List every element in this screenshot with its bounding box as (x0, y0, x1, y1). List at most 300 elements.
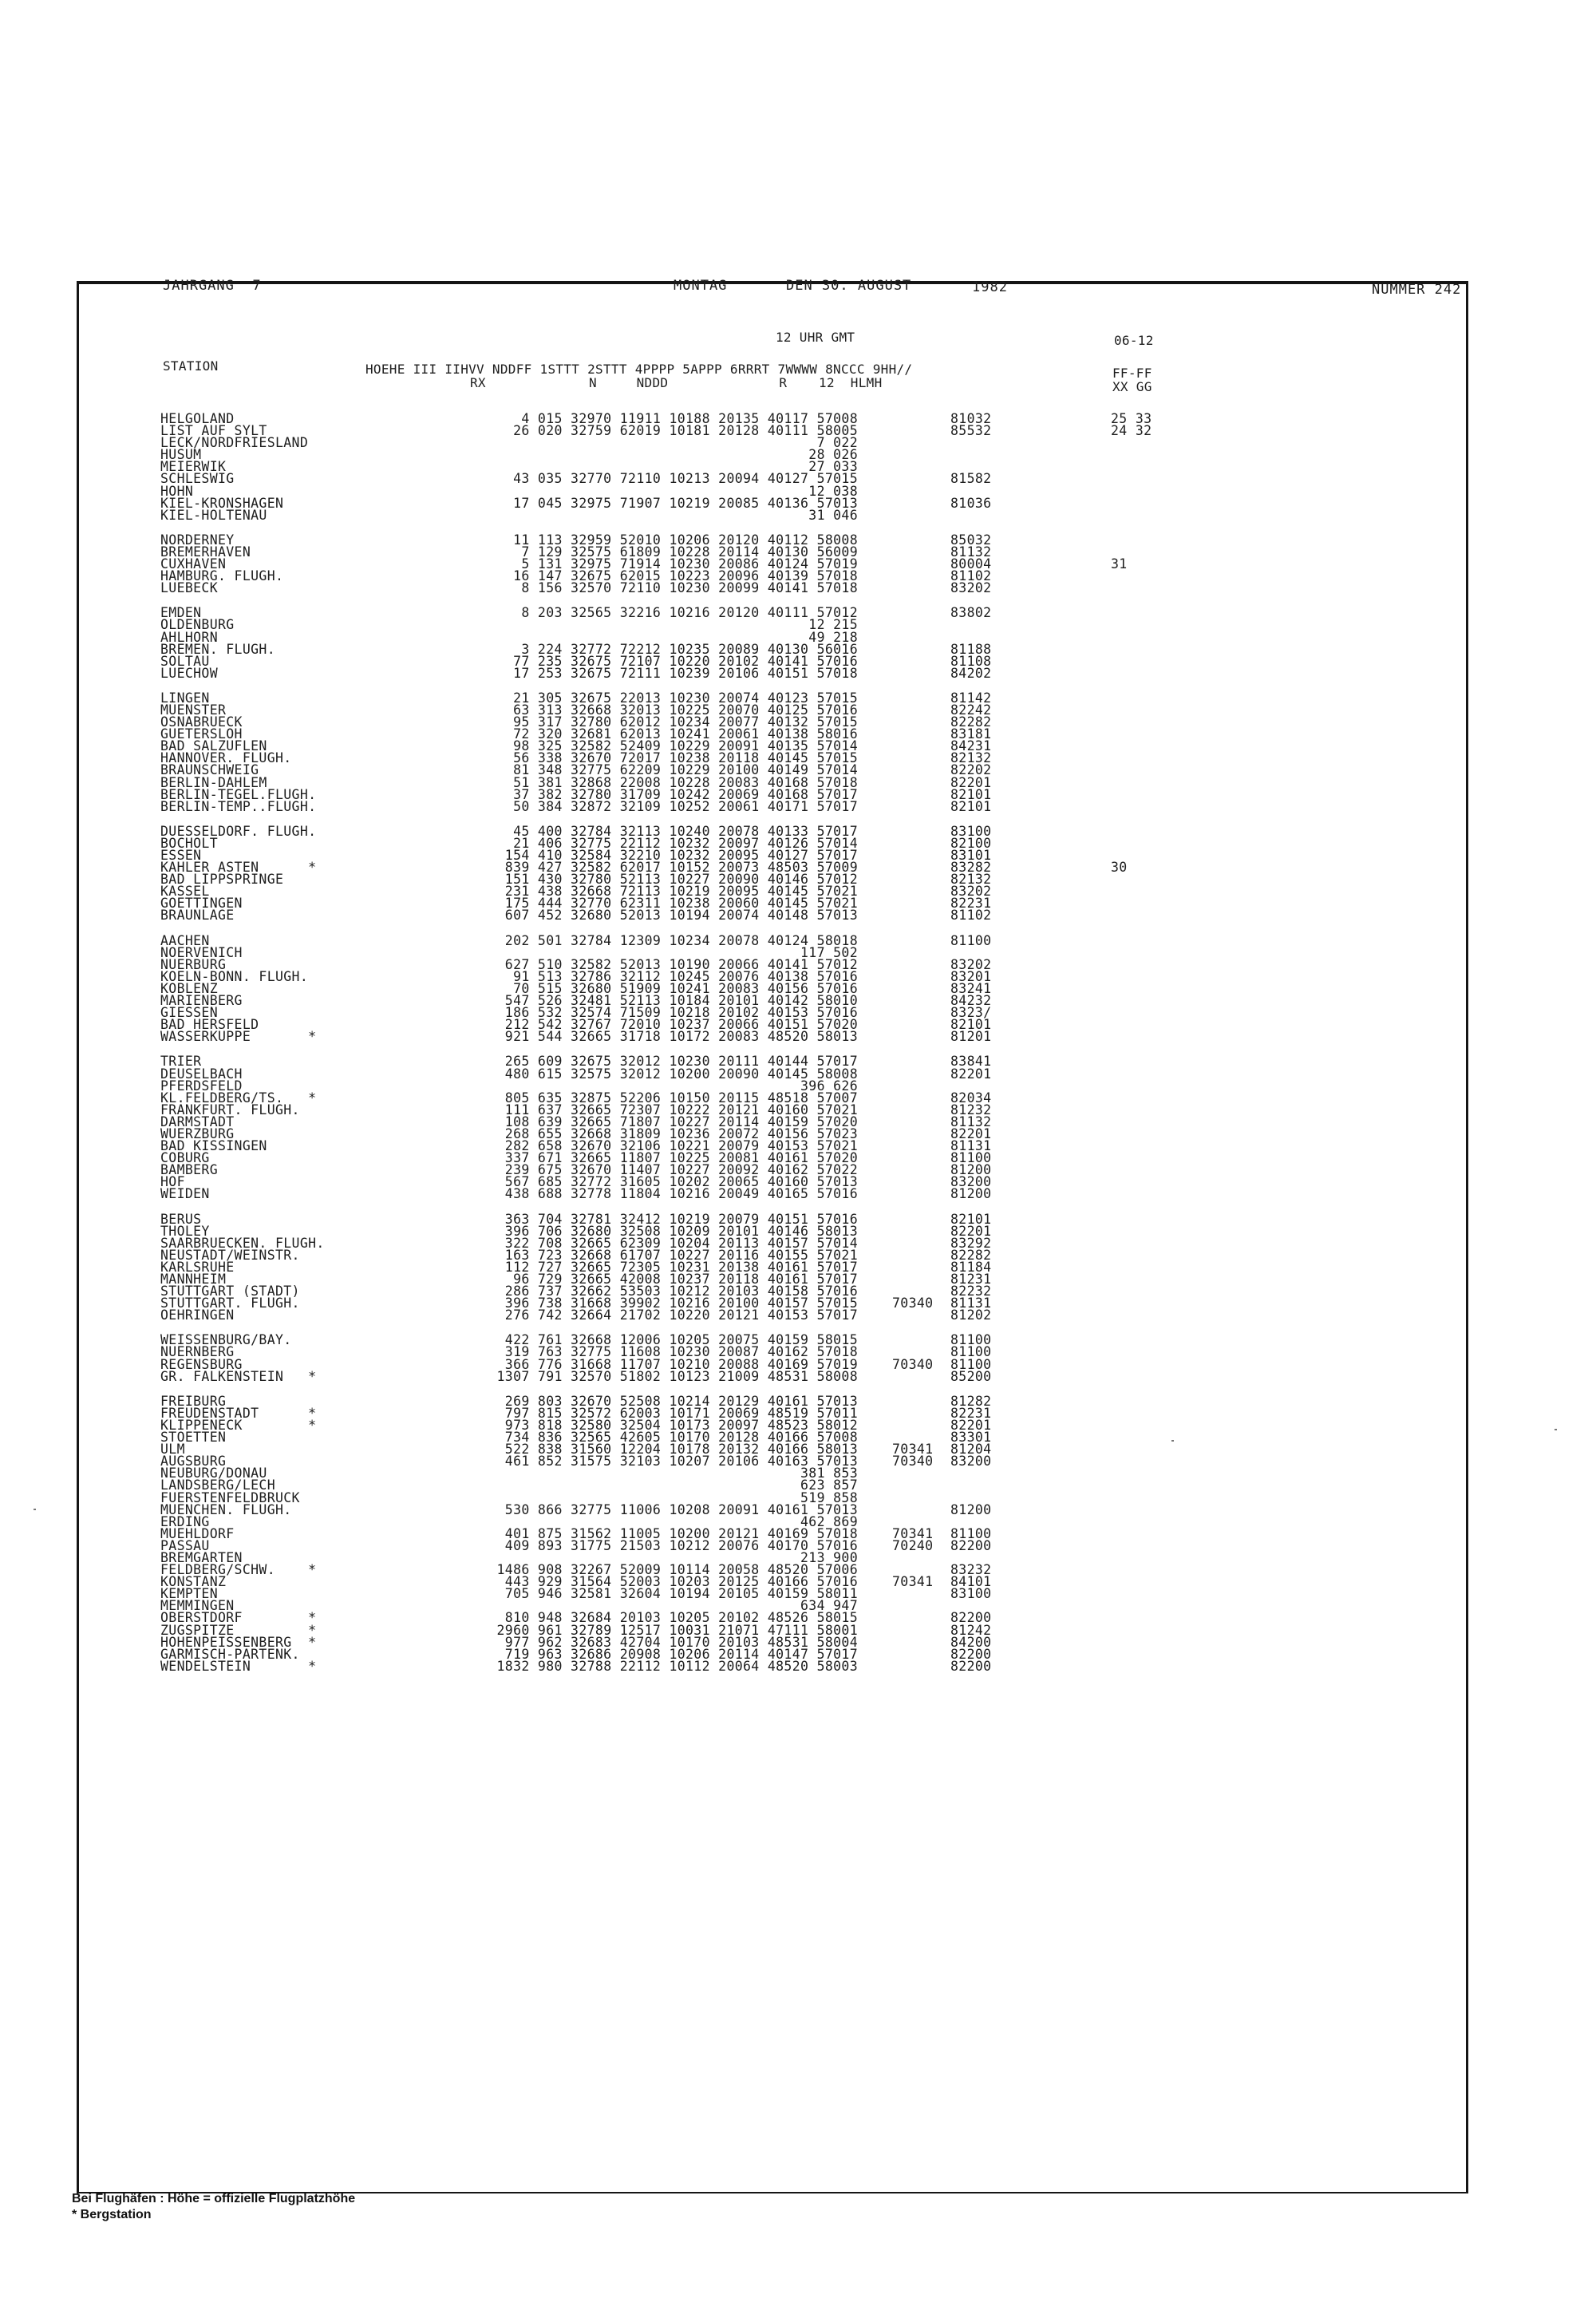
station-precip-group: 70341 (892, 1442, 934, 1458)
station-name: NORDERNEY (160, 532, 235, 548)
station-precip-group (892, 1068, 933, 1080)
station-name: COBURG (160, 1150, 210, 1166)
station-cloud-group: 83101 (950, 848, 992, 863)
station-precip-group (892, 995, 933, 1007)
station-wind-gusts (1111, 1309, 1152, 1321)
station-group-block (361, 692, 858, 813)
station-precip-group (892, 1007, 933, 1019)
station-name: SOLTAU (160, 653, 210, 669)
station-wind-gusts (1111, 1443, 1152, 1455)
station-wind-gusts (1111, 1455, 1152, 1467)
station-synop-values: 151 430 32780 52113 10227 20090 40146 57012 (504, 872, 858, 888)
station-wind-gusts (1111, 1237, 1152, 1249)
station-precip-group (892, 425, 933, 437)
station-precip-group (892, 861, 933, 873)
station-synop-values: 462 869 (800, 1513, 858, 1529)
station-wind-gusts (1111, 1213, 1152, 1225)
station-name: KOELN-BONN. FLUGH. (160, 968, 309, 984)
station-synop-values: 112 727 32665 72305 10231 20138 40161 57017 (504, 1259, 858, 1275)
station-cloud-group: 82200 (950, 1537, 992, 1553)
station-name: NOERVENICH (160, 944, 243, 960)
station-group-block (160, 692, 325, 813)
station-cloud-group: 83292 (950, 1235, 992, 1251)
station-name: HANNOVER. FLUGH. (160, 750, 292, 766)
station-precip-group (892, 849, 933, 861)
station-wind-gusts (1111, 1140, 1152, 1152)
station-wind-gusts (1111, 1297, 1152, 1309)
station-name: GUETERSLOH (160, 726, 243, 742)
station-synop-values: 96 729 32665 42008 10237 20118 40161 57017 (504, 1272, 858, 1287)
station-synop-values: 734 836 32565 42605 10170 20128 40166 57008 (504, 1430, 858, 1446)
station-cloud-group: 83202 (950, 580, 992, 596)
station-name: FELDBERG/SCHW. * (160, 1562, 317, 1578)
station-group-block (160, 825, 325, 922)
station-group-block (361, 825, 858, 922)
station-name: FREUDENSTADT * (160, 1405, 317, 1421)
station-wind-gusts (1111, 655, 1152, 667)
station-precip-group (892, 1055, 933, 1067)
station-cloud-group: 81202 (950, 1307, 992, 1323)
synop-data-column (361, 413, 858, 1685)
station-name: EMDEN (160, 605, 202, 621)
station-group-block (1111, 607, 1152, 679)
station-precip-group (892, 570, 933, 582)
station-name: LANDSBERG/LECH (160, 1477, 275, 1493)
station-cloud-group: 81131 (950, 1138, 992, 1154)
station-precip-group (892, 692, 933, 704)
station-wind-gusts (1111, 716, 1152, 728)
station-synop-values: 265 609 32675 32012 10230 20111 40144 57017 (504, 1054, 858, 1070)
station-wind-gusts (1111, 631, 1152, 643)
station-precip-group (892, 643, 933, 655)
station-cloud-group: 83282 (950, 860, 992, 876)
station-cloud-group: 85532 (950, 423, 992, 439)
station-cloud-group: 83181 (950, 726, 992, 742)
station-synop-values: 396 738 31668 39902 10216 20100 40157 57015 (504, 1295, 858, 1311)
station-cloud-group: 82101 (950, 1017, 992, 1033)
station-synop-values: 8 203 32565 32216 10216 20120 40111 57012 (504, 605, 858, 621)
station-wind-gusts (1111, 1516, 1152, 1528)
station-wind-gusts (1111, 607, 1152, 619)
station-cloud-group (950, 437, 991, 449)
station-synop-values: 567 685 32772 31605 10202 20065 40160 57013 (504, 1174, 858, 1190)
station-name: MUEHLDORF (160, 1525, 235, 1541)
station-name: FUERSTENFELDBRUCK (160, 1489, 300, 1505)
station-precip-group (892, 1092, 933, 1104)
observation-time: 12 UHR GMT (776, 330, 855, 345)
station-cloud-group: 82232 (950, 1284, 992, 1299)
station-group-block (361, 1055, 858, 1200)
station-name: BREMGARTEN (160, 1549, 243, 1565)
station-group-block (1111, 1055, 1152, 1200)
station-cloud-group: 84202 (950, 665, 992, 681)
station-name: TRIER (160, 1054, 202, 1070)
station-precip-group (892, 1249, 933, 1261)
station-wind-gusts (1111, 437, 1152, 449)
station-group-block (950, 1055, 991, 1200)
station-cloud-group: 81132 (950, 544, 992, 560)
cloud-group-column (950, 413, 991, 1685)
station-wind-gusts (1111, 619, 1152, 631)
station-synop-values: 286 737 32662 53503 10212 20103 40158 57016 (504, 1284, 858, 1299)
station-synop-values: 607 452 32680 52013 10194 20074 40148 57013 (504, 908, 858, 924)
station-precip-group (892, 1128, 933, 1140)
station-name: LUEBECK (160, 580, 218, 596)
station-name: PASSAU (160, 1537, 210, 1553)
code-columns-header: HOEHE III IIHVV NDDFF 1STTT 2STTT 4PPPP 5APPP 6RRRT 7WWWW 8NCCC 9HH// (365, 362, 913, 377)
station-synop-values: 50 384 32872 32109 10252 20061 40171 57017 (504, 798, 858, 814)
station-wind-gusts (1111, 1371, 1152, 1382)
station-synop-values: 17 045 32975 71907 10219 20085 40136 57013 (504, 495, 858, 511)
station-precip-group (892, 1309, 933, 1321)
station-name: BAD LIPPSPRINGE (160, 872, 284, 888)
station-synop-values: 26 020 32759 62019 10181 20128 40111 58005 (504, 423, 858, 439)
station-name: GARMISCH-PARTENK. (160, 1646, 300, 1662)
station-synop-values: 319 763 32775 11608 10230 20087 40162 57018 (504, 1344, 858, 1360)
station-name: LINGEN (160, 690, 210, 706)
station-precip-group (892, 655, 933, 667)
station-name: ZUGSPITZE * (160, 1622, 317, 1638)
station-cloud-group: 81100 (950, 1525, 992, 1541)
station-precip-group (892, 631, 933, 643)
station-cloud-group: 81131 (950, 1295, 992, 1311)
station-precip-group (892, 1164, 933, 1176)
station-synop-values: 27 033 (800, 459, 858, 475)
station-synop-values: 438 688 32778 11804 10216 20049 40165 57016 (504, 1186, 858, 1202)
station-synop-values: 28 026 (800, 447, 858, 463)
station-precip-group (892, 1636, 933, 1648)
station-synop-values: 154 410 32584 32210 10232 20095 40127 57017 (504, 848, 858, 863)
station-name: HELGOLAND (160, 411, 235, 426)
station-synop-values: 381 853 (800, 1466, 858, 1481)
station-wind-gusts: 31 (1111, 556, 1128, 572)
station-name: FREIBURG (160, 1393, 227, 1409)
station-cloud-group: 83200 (950, 1454, 992, 1470)
station-synop-values: 396 706 32680 32508 10209 20101 40146 58013 (504, 1223, 858, 1239)
station-wind-gusts (1111, 1080, 1152, 1092)
station-wind-gusts (1111, 1504, 1152, 1516)
station-cloud-group: 85200 (950, 1368, 992, 1384)
station-group-block (1111, 1334, 1152, 1382)
station-name: BAD SALZUFLEN (160, 738, 267, 754)
station-wind-gusts (1111, 1600, 1152, 1612)
station-cloud-group: 82201 (950, 1066, 992, 1082)
station-wind-gusts (1111, 959, 1152, 971)
station-name: STUTTGART. FLUGH. (160, 1295, 300, 1311)
station-synop-values: 3 224 32772 72212 10235 20089 40130 56016 (504, 641, 858, 657)
station-wind-gusts (1111, 1188, 1152, 1200)
station-synop-values: 522 838 31560 12204 10178 20132 40166 58013 (504, 1442, 858, 1458)
station-name: ULM (160, 1442, 185, 1458)
station-synop-values: 409 893 31775 21503 10212 20076 40170 57016 (504, 1537, 858, 1553)
station-cloud-group (950, 1467, 991, 1479)
station-group-block (892, 607, 933, 679)
time-range: 06-12 (1114, 333, 1154, 348)
station-precip-group (892, 935, 933, 947)
ff-column-subheader: XX GG (1112, 379, 1152, 394)
station-precip-group (892, 1019, 933, 1030)
station-wind-gusts (1111, 1285, 1152, 1297)
station-synop-values: 519 858 (800, 1489, 858, 1505)
station-name: KL.FELDBERG/TS. * (160, 1090, 317, 1106)
station-cloud-group: 83200 (950, 1174, 992, 1190)
station-group-block (892, 935, 933, 1043)
station-name: BREMERHAVEN (160, 544, 251, 560)
ff-column-header: FF-FF (1112, 366, 1152, 381)
station-synop-values: 175 444 32770 62311 10238 20060 40145 57021 (504, 896, 858, 912)
station-group-block (1111, 825, 1152, 922)
station-wind-gusts (1111, 728, 1152, 740)
station-wind-gusts (1111, 909, 1152, 921)
station-precip-group (892, 837, 933, 849)
station-name: LUECHOW (160, 665, 218, 681)
station-precip-group (892, 1116, 933, 1128)
station-cloud-group: 83100 (950, 1586, 992, 1602)
station-wind-gusts (1111, 1576, 1152, 1588)
station-wind-gusts (1111, 509, 1152, 521)
station-name: BOCHOLT (160, 835, 218, 851)
station-cloud-group: 82101 (950, 798, 992, 814)
station-group-block (892, 1334, 933, 1382)
station-cloud-group: 82132 (950, 750, 992, 766)
station-name: AUGSBURG (160, 1454, 227, 1470)
station-precip-group (892, 1237, 933, 1249)
station-wind-gusts (1111, 1636, 1152, 1648)
station-cloud-group: 82282 (950, 714, 992, 730)
station-name: MEIERWIK (160, 459, 227, 475)
station-precip-group (892, 764, 933, 776)
station-synop-values: 239 675 32670 11407 10227 20092 40162 57022 (504, 1162, 858, 1178)
station-precip-group (892, 582, 933, 594)
station-cloud-group: 83100 (950, 823, 992, 839)
station-synop-values: 268 655 32668 31809 10236 20072 40156 57023 (504, 1125, 858, 1141)
scan-speck (1555, 1429, 1557, 1430)
station-precip-group (892, 1407, 933, 1419)
station-cloud-group: 81102 (950, 908, 992, 924)
scan-speck (1171, 1440, 1174, 1442)
station-precip-group (892, 777, 933, 789)
station-wind-gusts (1111, 1479, 1152, 1491)
station-wind-gusts: 25 33 (1111, 411, 1152, 426)
mountain-station-footnote: * Bergstation (72, 2208, 152, 2221)
station-group-block (1111, 692, 1152, 813)
station-group-block (160, 932, 325, 1045)
station-precip-group (892, 728, 933, 740)
station-precip-group (892, 1213, 933, 1225)
station-wind-gusts (1111, 1395, 1152, 1407)
station-wind-gusts (1111, 1055, 1152, 1067)
station-name: HOHN (160, 483, 194, 499)
station-group-block (950, 1334, 991, 1382)
station-cloud-group: 82100 (950, 835, 992, 851)
station-synop-values: 1832 980 32788 22112 10112 20064 48520 58003 (496, 1658, 858, 1674)
station-name: WUERZBURG (160, 1125, 235, 1141)
station-precip-group (892, 485, 933, 497)
station-synop-values: 16 147 32675 62015 10223 20096 40139 57018 (504, 568, 858, 584)
station-cloud-group: 81200 (950, 1162, 992, 1178)
station-precip-group (892, 461, 933, 473)
station-wind-gusts (1111, 752, 1152, 764)
station-group-block (1111, 534, 1152, 594)
station-synop-values: 49 218 (800, 629, 858, 645)
station-precip-group (892, 1612, 933, 1624)
station-wind-gusts (1111, 1419, 1152, 1431)
station-synop-values: 5 131 32975 71914 10230 20086 40124 57019 (504, 556, 858, 572)
station-precip-group (892, 1479, 933, 1491)
station-wind-gusts (1111, 1104, 1152, 1116)
station-synop-values: 70 515 32680 51909 10241 20083 40156 57016 (504, 980, 858, 996)
station-precip-group (892, 667, 933, 679)
station-precip-group (892, 825, 933, 837)
station-cloud-group: 82231 (950, 1405, 992, 1421)
station-name: MUENSTER (160, 702, 227, 718)
station-synop-values: 443 929 31564 52003 10203 20125 40166 57016 (504, 1574, 858, 1590)
station-wind-gusts (1111, 582, 1152, 594)
station-synop-values: 8 156 32570 72110 10230 20099 40141 57018 (504, 580, 858, 596)
station-name: STUTTGART (STADT) (160, 1284, 300, 1299)
station-name: KIEL-HOLTENAU (160, 507, 267, 523)
station-cloud-group (950, 509, 991, 521)
station-group-block (361, 1213, 858, 1322)
station-synop-values: 108 639 32665 71807 10227 20114 40159 57020 (504, 1114, 858, 1129)
station-precip-group (892, 885, 933, 897)
station-name: KAHLER ASTEN * (160, 860, 317, 876)
station-cloud-group: 81200 (950, 1501, 992, 1517)
station-synop-values: 231 438 32668 72113 10219 20095 40145 57021 (504, 884, 858, 900)
station-group-block (160, 1395, 325, 1672)
station-name: FRANKFURT. FLUGH. (160, 1102, 300, 1117)
station-name: BAMBERG (160, 1162, 218, 1178)
year-label: 1982 (972, 279, 1008, 295)
station-group-block (950, 413, 991, 521)
station-cloud-group (950, 1479, 991, 1491)
station-wind-gusts (1111, 1540, 1152, 1552)
station-cloud-group: 82101 (950, 786, 992, 802)
station-name: WENDELSTEIN * (160, 1658, 317, 1674)
station-synop-values: 921 544 32665 31718 10172 20083 48520 58013 (504, 1029, 858, 1045)
station-synop-values: 202 501 32784 12309 10234 20078 40124 58018 (504, 932, 858, 948)
station-synop-values: 810 948 32684 20103 10205 20102 48526 58015 (504, 1610, 858, 1626)
station-synop-values: 839 427 32582 62017 10152 20073 48503 57009 (504, 860, 858, 876)
station-cloud-group: 83232 (950, 1562, 992, 1578)
station-synop-values: 276 742 32664 21702 10220 20121 40153 57017 (504, 1307, 858, 1323)
code-columns-subheader: RX N NDDD R 12 HLMH (470, 375, 883, 390)
station-synop-values: 31 046 (800, 507, 858, 523)
station-synop-values: 337 671 32665 11807 10225 20081 40161 57020 (504, 1150, 858, 1166)
station-precip-group (892, 971, 933, 983)
station-wind-gusts (1111, 897, 1152, 909)
station-name: NUERBURG (160, 956, 227, 972)
station-precip-group (892, 1624, 933, 1636)
station-synop-values: 719 963 32686 20908 10206 20114 40147 57017 (504, 1646, 858, 1662)
station-name: SAARBRUECKEN. FLUGH. (160, 1235, 325, 1251)
station-name: HOHENPEISSENBERG * (160, 1634, 317, 1650)
station-name: HOF (160, 1174, 185, 1190)
station-wind-gusts (1111, 461, 1152, 473)
station-precip-group: 70240 (892, 1537, 934, 1553)
station-synop-values: 91 513 32786 32112 10245 20076 40138 57016 (504, 968, 858, 984)
station-cloud-group: 8323/ (950, 1005, 992, 1021)
station-wind-gusts (1111, 885, 1152, 897)
station-precip-group (892, 1504, 933, 1516)
station-name: KLIPPENECK * (160, 1417, 317, 1433)
station-cloud-group: 82201 (950, 1417, 992, 1433)
station-synop-values: 37 382 32780 31709 10242 20069 40168 57017 (504, 786, 858, 802)
station-cloud-group: 82201 (950, 774, 992, 790)
station-precip-group (892, 740, 933, 752)
station-cloud-group: 81231 (950, 1272, 992, 1287)
station-group-block (160, 1213, 325, 1322)
station-synop-values: 269 803 32670 52508 10214 20129 40161 57013 (504, 1393, 858, 1409)
station-name: MARIENBERG (160, 993, 243, 1009)
station-precip-group (892, 619, 933, 631)
station-cloud-group: 81036 (950, 495, 992, 511)
station-wind-gusts (1111, 1660, 1152, 1672)
station-group-block (160, 534, 325, 594)
station-synop-values: 623 857 (800, 1477, 858, 1493)
station-wind-gusts: 30 (1111, 860, 1128, 876)
station-cloud-group: 81100 (950, 1150, 992, 1166)
station-precip-group (892, 413, 933, 425)
station-precip-group: 70341 (892, 1574, 934, 1590)
station-wind-gusts (1111, 449, 1152, 461)
station-precip-group (892, 897, 933, 909)
station-synop-values: 21 406 32775 22112 10232 20097 40126 57014 (504, 835, 858, 851)
station-name: KARLSRUHE (160, 1259, 235, 1275)
station-synop-values: 21 305 32675 22013 10230 20074 40123 57015 (504, 690, 858, 706)
station-group-block (950, 692, 991, 813)
station-synop-values: 401 875 31562 11005 10200 20121 40169 57018 (504, 1525, 858, 1541)
station-group-block (892, 1055, 933, 1200)
station-wind-gusts (1111, 1007, 1152, 1019)
station-synop-values: 56 338 32670 72017 10238 20118 40145 57015 (504, 750, 858, 766)
station-wind-gusts (1111, 947, 1152, 959)
station-wind-gusts (1111, 801, 1152, 813)
station-synop-values: 12 215 (800, 617, 858, 633)
station-synop-values: 480 615 32575 32012 10200 20090 40145 58008 (504, 1066, 858, 1082)
station-wind-gusts (1111, 473, 1152, 485)
station-synop-values: 51 381 32868 22008 10228 20083 40168 57018 (504, 774, 858, 790)
station-group-block (1111, 1395, 1152, 1672)
station-cloud-group: 83202 (950, 956, 992, 972)
station-synop-values: 95 317 32780 62012 10234 20077 40132 57015 (504, 714, 858, 730)
station-wind-gusts (1111, 1467, 1152, 1479)
station-cloud-group (950, 449, 991, 461)
station-name-column (160, 413, 325, 1685)
station-synop-values: 186 532 32574 71509 10218 20102 40153 57016 (504, 1005, 858, 1021)
station-cloud-group: 83841 (950, 1054, 992, 1070)
station-cloud-group: 81108 (950, 653, 992, 669)
station-group-block (160, 1055, 325, 1200)
station-synop-values: 11 113 32959 52010 10206 20120 40112 58008 (504, 532, 858, 548)
station-synop-values: 98 325 32582 52409 10229 20091 40135 57014 (504, 738, 858, 754)
station-cloud-group: 84231 (950, 738, 992, 754)
station-name: NEUBURG/DONAU (160, 1466, 267, 1481)
station-precip-group: 70340 (892, 1295, 934, 1311)
station-name: KONSTANZ (160, 1574, 227, 1590)
station-synop-values: 117 502 (800, 944, 858, 960)
station-cloud-group: 83201 (950, 968, 992, 984)
station-precip-group: 70340 (892, 1356, 934, 1372)
station-group-block (950, 825, 991, 922)
station-wind-gusts (1111, 777, 1152, 789)
station-cloud-group: 83202 (950, 884, 992, 900)
station-wind-gusts (1111, 1249, 1152, 1261)
station-precip-group (892, 983, 933, 995)
precipitation-group-column (892, 413, 933, 1685)
station-cloud-group: 81201 (950, 1029, 992, 1045)
station-wind-gusts (1111, 1588, 1152, 1600)
